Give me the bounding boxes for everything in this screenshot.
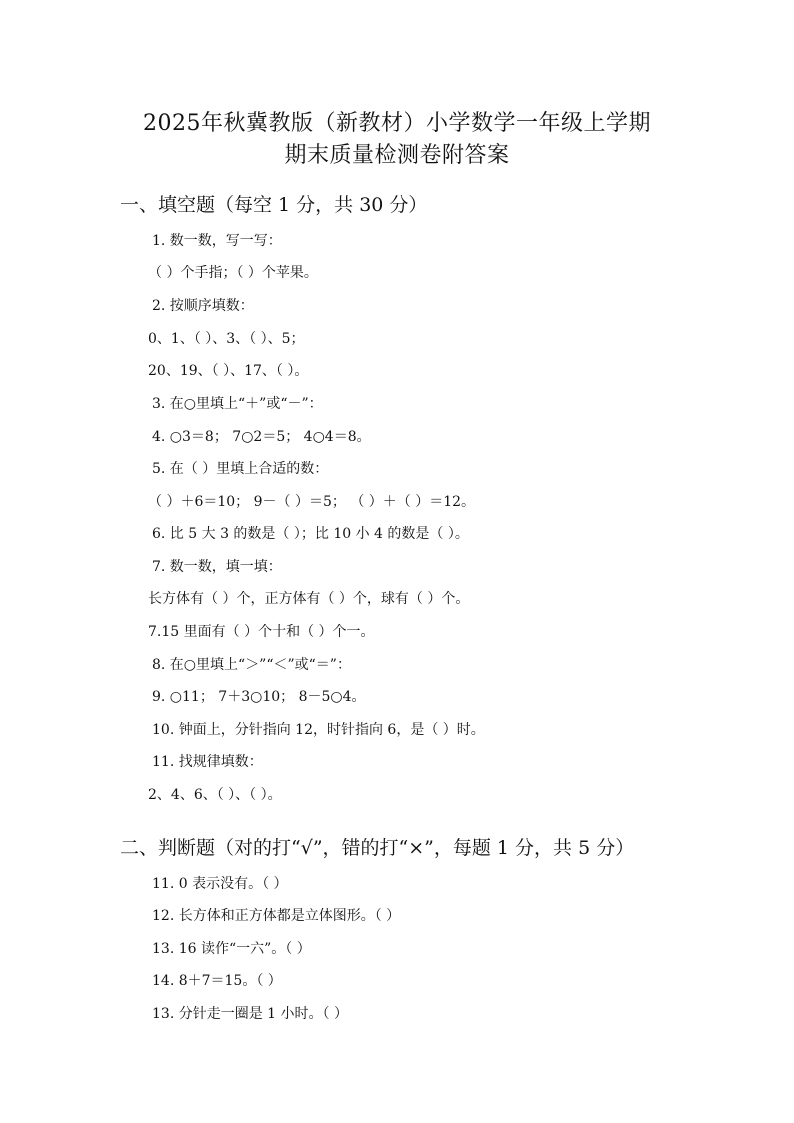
question-line: 0、1、（ ）、3、（ ）、5； — [148, 331, 305, 347]
question-line: （ ）个手指；（ ）个苹果。 — [148, 265, 318, 281]
question-line: 6. 比 5 大 3 的数是（ ）；比 10 小 4 的数是（ ）。 — [152, 526, 469, 542]
document-title-line-2: 期末质量检测卷附答案 — [284, 143, 510, 168]
section-heading-fill-in: 一、填空题（每空 1 分，共 30 分） — [120, 194, 428, 216]
question-line: 5. 在（ ）里填上合适的数： — [152, 461, 329, 477]
question-line: 2. 按顺序填数： — [152, 298, 254, 314]
question-line: 1. 数一数，写一写： — [152, 233, 282, 249]
document-title-line-1: 2025年秋冀教版（新教材）小学数学一年级上学期 — [143, 111, 651, 136]
question-line: 2、4、6、（ ）、（ ）。 — [148, 787, 282, 803]
question-line: 14. 8＋7＝15。（ ） — [152, 973, 282, 989]
question-line: 7.15 里面有（ ）个十和（ ）个一。 — [148, 624, 375, 640]
question-line: 3. 在○里填上“＋”或“－”： — [152, 396, 323, 412]
section-heading-true-false: 二、判断题（对的打“√”，错的打“×”，每题 1 分，共 5 分） — [120, 837, 635, 859]
question-line: 11. 0 表示没有。（ ） — [152, 876, 288, 892]
question-line: 9. ○11； 7＋3○10； 8－5○4。 — [152, 689, 366, 705]
question-line: 12. 长方体和正方体都是立体图形。（ ） — [152, 908, 401, 924]
question-line: 13. 分针走一圈是 1 小时。（ ） — [152, 1006, 348, 1022]
question-line: 长方体有（ ）个，正方体有（ ）个，球有（ ）个。 — [148, 591, 470, 607]
question-line: 20、19、（ ）、17、（ ）。 — [148, 363, 309, 379]
question-line: 8. 在○里填上“＞”“＜”或“＝”： — [152, 657, 351, 673]
question-line: 10. 钟面上，分针指向 12，时针指向 6，是（ ）时。 — [152, 722, 485, 738]
question-line: 11. 找规律填数： — [152, 754, 263, 770]
question-line: （ ）＋6＝10； 9－（ ）＝5； （ ）＋（ ）＝12。 — [148, 494, 476, 510]
question-line: 13. 16 读作“一六”。（ ） — [152, 941, 311, 957]
question-line: 4. ○3＝8； 7○2＝5； 4○4＝8。 — [152, 429, 371, 445]
question-line: 7. 数一数，填一填： — [152, 559, 282, 575]
